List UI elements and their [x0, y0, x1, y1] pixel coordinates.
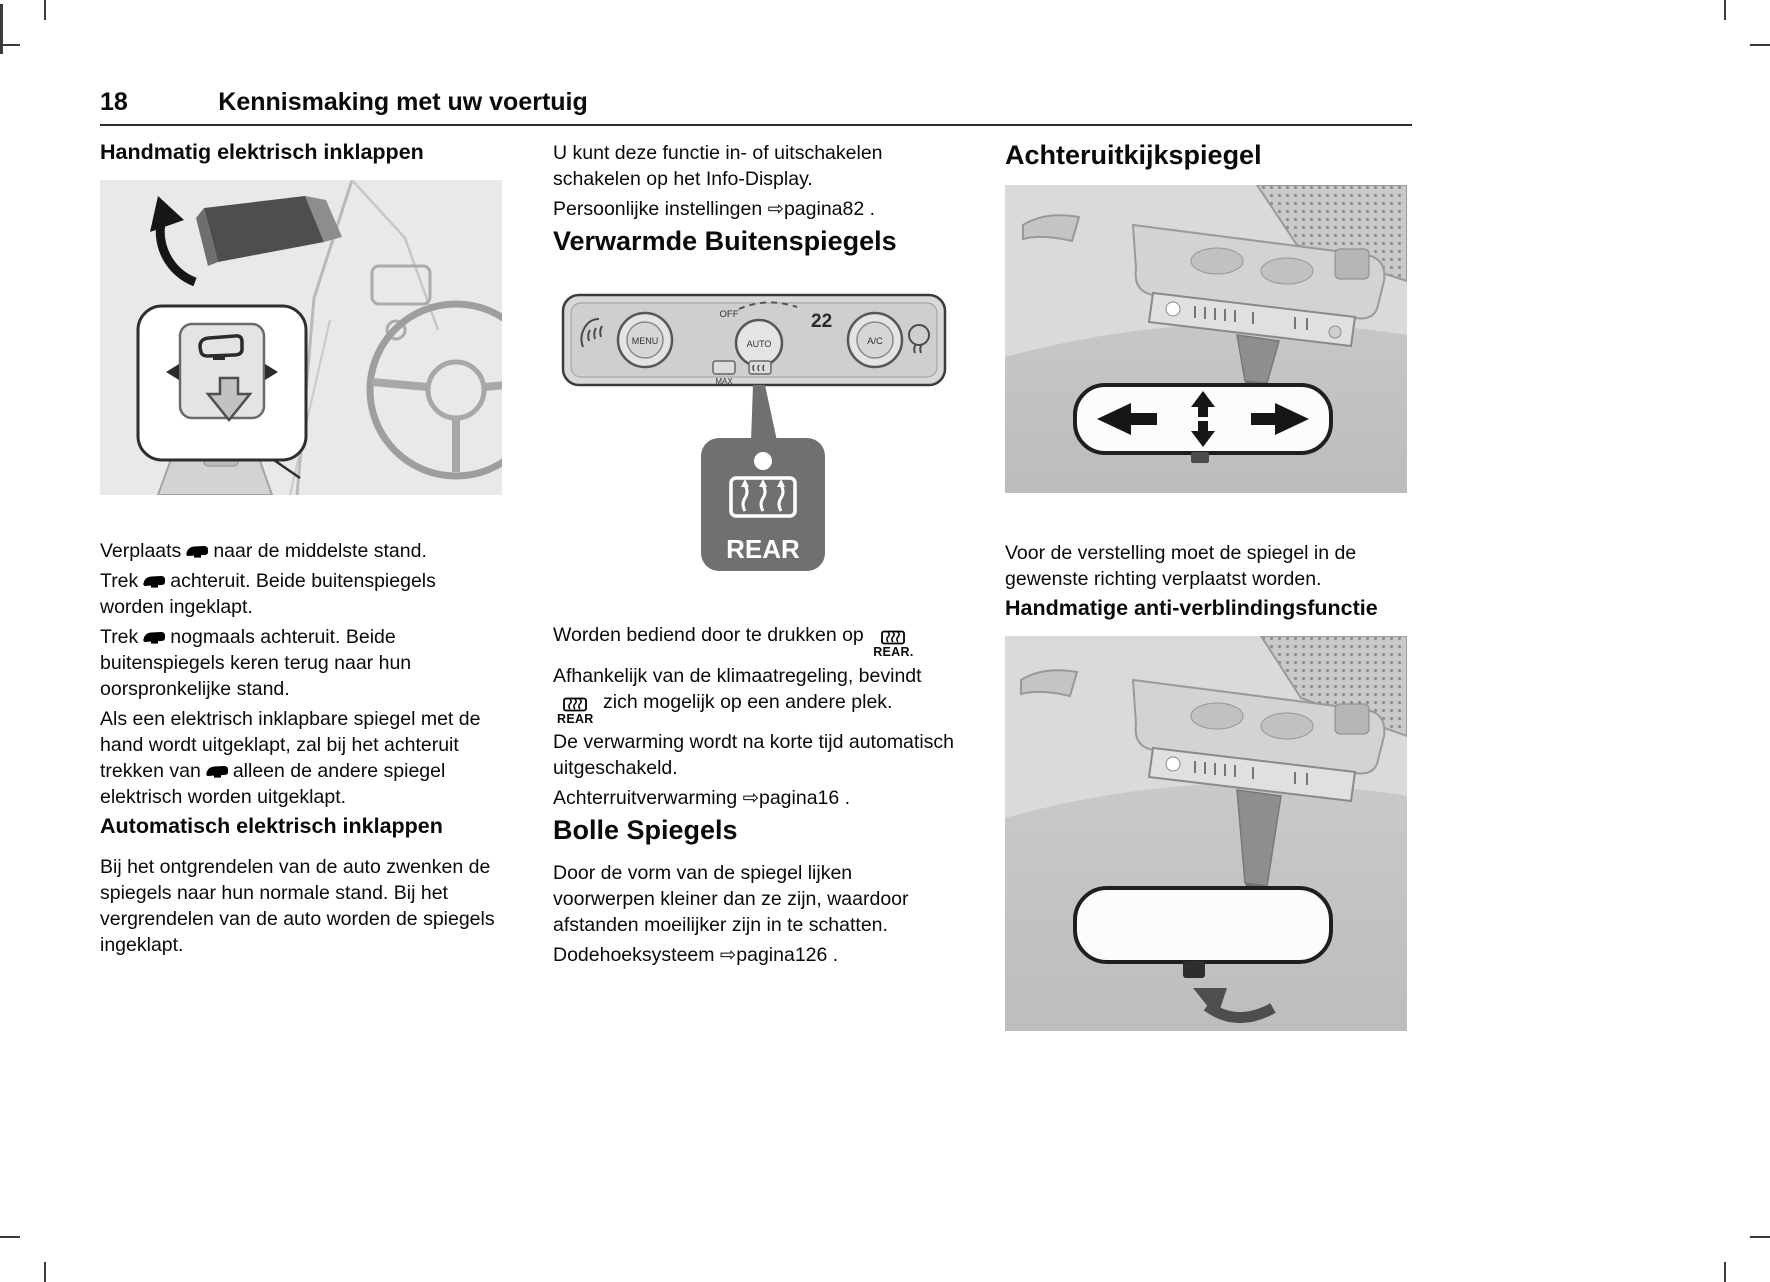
paragraph: De verwarming wordt na korte tijd automatisch uitgeschakeld. — [553, 731, 954, 780]
text: Trek — [100, 625, 139, 648]
max-label: MAX — [715, 377, 733, 387]
rear-glyph-label: REAR — [557, 711, 594, 726]
page-reference: ⇨pagina126 . — [719, 944, 839, 967]
page-number: 18 — [100, 88, 128, 116]
paragraph — [100, 568, 502, 620]
chapter-title: Kennismaking met uw voertuig — [218, 88, 588, 116]
menu-label: MENU — [631, 336, 659, 347]
paragraph: U kunt deze functie in- of uitschakelen schakelen op het Info-Display. — [553, 142, 883, 190]
text: alleen de andere spiegel elektrisch worden uitgeklapt. — [100, 759, 446, 808]
text: Als een elektrisch inklapbare spiegel met de hand wordt uitgeklapt, zal bij het achteruit trekken van — [100, 707, 481, 782]
paragraph — [100, 538, 502, 564]
text: zich mogelijk op een andere plek. — [603, 690, 893, 713]
text: Persoonlijke instellingen — [553, 198, 768, 220]
text: Trek — [100, 569, 139, 592]
paragraph: Voor de verstelling moet de spiegel in de gewenste richting verplaatst worden. — [1005, 542, 1357, 591]
rear-glyph-label: REAR. — [873, 645, 914, 660]
paragraph — [553, 663, 955, 726]
figure-door-mirror-control — [100, 180, 502, 500]
paragraph — [553, 196, 955, 222]
paragraph — [100, 624, 502, 702]
auto-label: AUTO — [746, 339, 772, 350]
anti-glare-lever — [1183, 961, 1205, 978]
crop-mark — [1724, 0, 1726, 20]
header-rule — [100, 124, 1412, 126]
off-label: OFF — [719, 309, 739, 321]
figure-interior-mirror-adjust — [1005, 185, 1407, 498]
mirror-fold-icon — [142, 630, 166, 644]
paragraph — [100, 706, 502, 810]
crop-mark — [1750, 44, 1770, 46]
crop-mark — [44, 1262, 46, 1282]
climate-panel-illustration — [553, 275, 955, 575]
text: achteruit. Beide buitenspiegels worden ingeklapt. — [100, 569, 436, 618]
temperature-display: 22 — [811, 311, 833, 333]
door-mirror-illustration — [100, 180, 502, 495]
heated-rear-window-icon — [881, 630, 905, 645]
crop-mark — [44, 0, 46, 20]
page-reference: ⇨pagina82 . — [767, 198, 876, 220]
paragraph — [553, 942, 955, 968]
mirror-fold-icon — [142, 574, 166, 588]
text: naar de middelste stand. — [213, 539, 427, 562]
anti-glare-illustration — [1005, 636, 1407, 1031]
text: nogmaals achteruit. Beide buitenspiegels keren terug naar hun oorspronkelijke stand. — [100, 625, 412, 700]
column-left — [100, 140, 502, 962]
crop-mark — [0, 44, 20, 46]
text: Worden bediend door te drukken op — [553, 624, 864, 647]
column-right — [1005, 140, 1407, 1036]
menu-knob — [618, 313, 672, 367]
crop-mark — [1724, 1262, 1726, 1282]
rear-defrost-button-glyph — [873, 630, 913, 659]
paragraph — [553, 622, 955, 659]
page-header — [100, 88, 1412, 117]
heading-heated-mirrors: Verwarmde Buitenspiegels — [553, 226, 897, 256]
page-reference: ⇨pagina16 . — [742, 787, 851, 810]
heading-manual-power-folding: Handmatig elektrisch inklappen — [100, 140, 424, 164]
ac-label: A/C — [867, 336, 883, 348]
interior-mirror-illustration — [1005, 185, 1407, 493]
mirror-fold-icon — [185, 544, 209, 558]
text: Dodehoeksysteem — [553, 944, 720, 967]
text: Verplaats — [100, 539, 182, 562]
heated-rear-window-icon — [563, 697, 587, 712]
rear-defrost-button-glyph — [557, 697, 594, 726]
heading-rearview-mirror: Achteruitkijkspiegel — [1005, 140, 1262, 170]
text: Afhankelijk van de klimaatregeling, bevindt — [553, 664, 922, 687]
column-middle — [553, 140, 955, 972]
ac-knob — [848, 313, 902, 367]
figure-climate-control-panel — [553, 275, 955, 580]
crop-mark — [0, 1236, 20, 1238]
heading-convex-mirrors: Bolle Spiegels — [553, 815, 738, 846]
mirror-body — [1075, 888, 1331, 962]
paragraph: Door de vorm van de spiegel lijken voorwerpen kleiner dan ze zijn, waardoor afstanden moeilijker zijn in te schatten. — [553, 862, 909, 937]
rear-button-label: REAR — [726, 534, 800, 565]
auto-knob — [736, 320, 782, 366]
crop-mark — [0, 4, 3, 54]
mirror-control-switch-callout — [138, 306, 306, 460]
heading-automatic-power-folding: Automatisch elektrisch inklappen — [100, 813, 443, 838]
crop-mark — [1750, 1236, 1770, 1238]
paragraph: Bij het ontgrendelen van de auto zwenken de spiegels naar hun normale stand. Bij het vergrendelen van de auto worden de spiegels ingeklapt. — [100, 855, 495, 956]
figure-anti-glare-lever — [1005, 636, 1407, 1036]
text: Achterruitverwarming — [553, 787, 743, 810]
paragraph — [553, 785, 955, 811]
rear-button-callout — [701, 438, 825, 571]
heading-manual-anti-glare: Handmatige anti-verblindingsfunctie — [1005, 596, 1378, 621]
mirror-fold-icon — [205, 764, 229, 778]
